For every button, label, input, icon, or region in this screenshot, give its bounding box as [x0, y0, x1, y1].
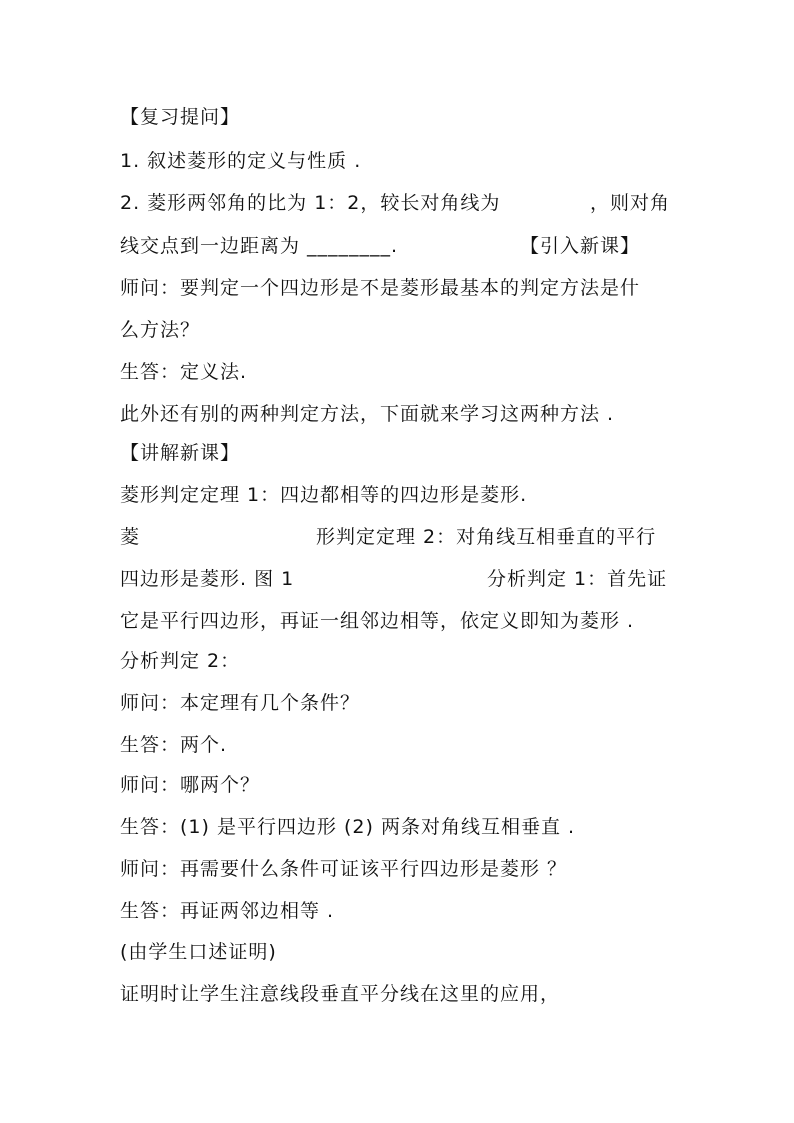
proof-note: (由学生口述证明) [120, 941, 277, 963]
analysis-2-heading: 分析判定 2： [120, 650, 241, 672]
student-answer-1: 生答：定义法. [120, 361, 248, 383]
teacher-question-1-cont: 么方法？ [120, 319, 201, 341]
student-answer-2: 生答：两个. [120, 734, 228, 756]
theorem-2-part-b: 形判定定理 2：对角线互相垂直的平行 [316, 526, 657, 548]
question-2-part-b: ，则对角 [590, 192, 671, 214]
teacher-question-1: 师问：要判定一个四边形是不是菱形最基本的判定方法是什 [120, 277, 641, 299]
paragraph-other-methods: 此外还有别的两种判定方法，下面就来学习这两种方法 . [120, 403, 615, 425]
teacher-question-3: 师问：哪两个？ [120, 774, 261, 796]
teacher-question-4: 师问：再需要什么条件可证该平行四边形是菱形 ？ [120, 858, 568, 880]
section-heading-intro: 【引入新课】 [520, 235, 641, 257]
student-answer-4: 生答：再证两邻边相等 . [120, 900, 335, 922]
question-2-part-a: 2. 菱形两邻角的比为 1：2，较长对角线为 [120, 192, 501, 214]
theorem-2-part-c: 四边形是菱形. 图 1 [120, 568, 295, 590]
section-heading-new-lesson: 【讲解新课】 [120, 442, 241, 464]
section-heading-review: 【复习提问】 [120, 106, 241, 128]
question-2-part-c: 线交点到一边距离为 ________. [120, 235, 399, 257]
theorem-1: 菱形判定定理 1：四边都相等的四边形是菱形. [120, 484, 528, 506]
question-1: 1. 叙述菱形的定义与性质 . [120, 150, 362, 172]
teacher-question-2: 师问：本定理有几个条件？ [120, 692, 361, 714]
proof-instruction: 证明时让学生注意线段垂直平分线在这里的应用， [120, 983, 561, 1005]
analysis-1-cont: 它是平行四边形，再证一组邻边相等，依定义即知为菱形 . [120, 610, 635, 632]
student-answer-3: 生答：(1) 是平行四边形 (2) 两条对角线互相垂直 . [120, 816, 576, 838]
theorem-2-part-a: 菱 [120, 526, 141, 548]
analysis-1-start: 分析判定 1：首先证 [487, 568, 668, 590]
